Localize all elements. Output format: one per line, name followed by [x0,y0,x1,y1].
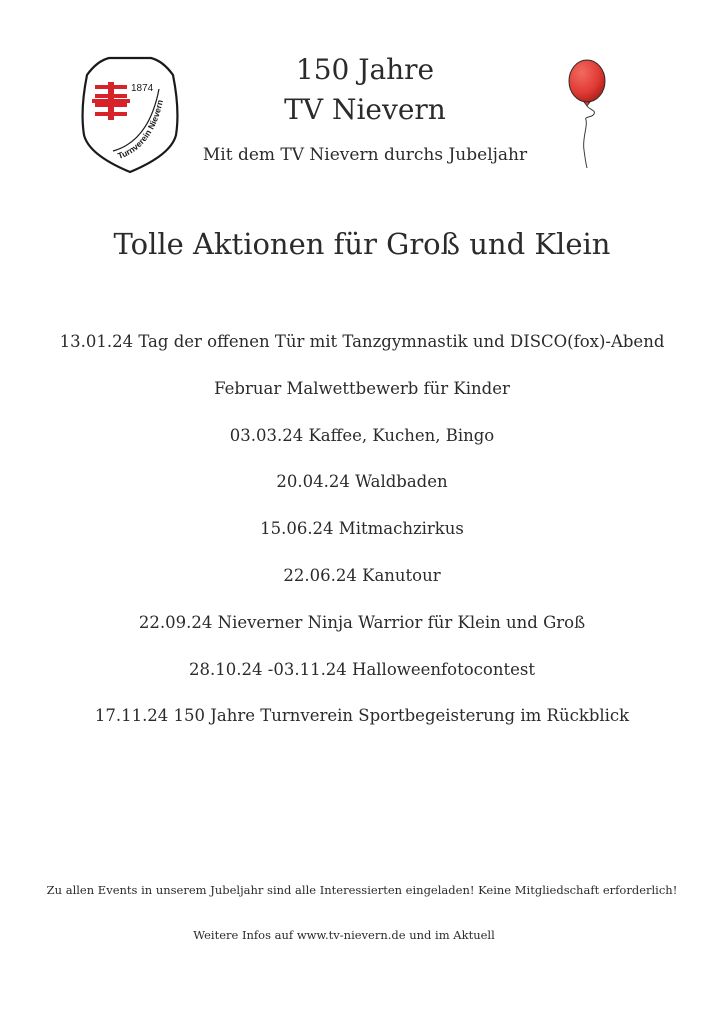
event-item: 20.04.24 Waldbaden [276,472,448,492]
page-title-line2: TV Nievern [284,93,446,126]
event-list [0,328,724,749]
event-item: 17.11.24 150 Jahre Turnverein Sportbegeisterung im Rückblick [94,706,630,726]
logo-year: 1874 [131,83,154,94]
headline: Tolle Aktionen für Groß und Klein [113,227,611,261]
footer-info: Weitere Infos auf www.tv-nievern.de und im Aktuell [193,928,495,942]
page-subtitle: Mit dem TV Nievern durchs Jubeljahr [202,145,528,165]
event-item: 22.09.24 Nieverner Ninja Warrior für Klein und Groß [138,612,586,632]
page-title-line1: 150 Jahre [295,53,435,86]
event-item: 28.10.24 -03.11.24 Halloweenfotocontest [189,659,535,679]
event-item: 13.01.24 Tag der offenen Tür mit Tanzgymnastik und DISCO(fox)-Abend [59,332,665,351]
event-item: 03.03.24 Kaffee, Kuchen, Bingo [229,425,495,445]
event-item: 22.06.24 Kanutour [283,565,441,585]
balloon-icon [560,58,610,170]
event-item: 15.06.24 Mitmachzirkus [260,519,464,539]
footer-invitation: Zu allen Events in unserem Jubeljahr sind alle Interessierten eingeladen! Keine Mitgliedschaft erforderlich! [46,883,678,897]
turnerkreuz-icon [92,82,130,120]
event-item: Februar Malwettbewerb für Kinder [214,378,510,398]
tv-nievern-logo [79,55,181,175]
logo-arc-text: Turnverein Nievern [116,98,165,161]
